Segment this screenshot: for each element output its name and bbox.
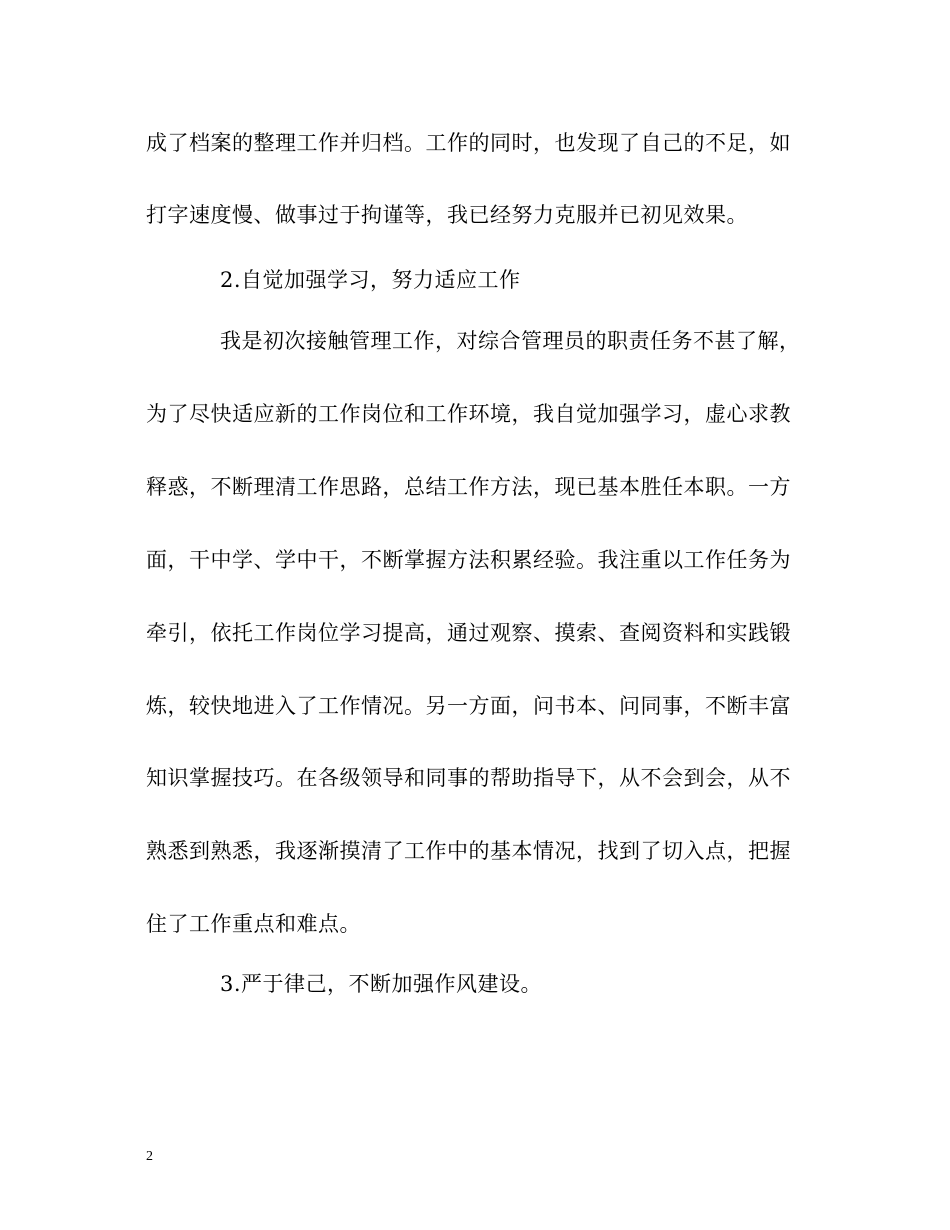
body-text-line: 炼，较快地进入了工作情况。另一方面，问书本、问同事，不断丰富 [146, 694, 791, 718]
body-text-line: 面，干中学、学中干，不断掌握方法积累经验。我注重以工作任务为 [146, 548, 791, 572]
body-text-line: 释惑，不断理清工作思路，总结工作方法，现已基本胜任本职。一方 [146, 475, 791, 499]
page-number: 2 [146, 1149, 153, 1164]
body-text-line: 成了档案的整理工作并归档。工作的同时，也发现了自己的不足，如 [146, 131, 791, 155]
body-text-line: 知识掌握技巧。在各级领导和同事的帮助指导下，从不会到会，从不 [146, 766, 791, 790]
section-heading-2: 2.自觉加强学习，努力适应工作 [220, 268, 521, 292]
body-text-line: 打字速度慢、做事过于拘谨等，我已经努力克服并已初见效果。 [146, 203, 748, 227]
body-text-line: 住了工作重点和难点。 [146, 912, 361, 936]
body-text-line: 牵引，依托工作岗位学习提高，通过观察、摸索、查阅资料和实践锻 [146, 621, 791, 645]
body-text-line: 我是初次接触管理工作，对综合管理员的职责任务不甚了解， [220, 329, 801, 353]
body-text-line: 为了尽快适应新的工作岗位和工作环境，我自觉加强学习，虚心求教 [146, 402, 791, 426]
body-text-line: 熟悉到熟悉，我逐渐摸清了工作中的基本情况，找到了切入点，把握 [146, 839, 791, 863]
section-heading-3: 3.严于律己，不断加强作风建设。 [220, 972, 543, 996]
